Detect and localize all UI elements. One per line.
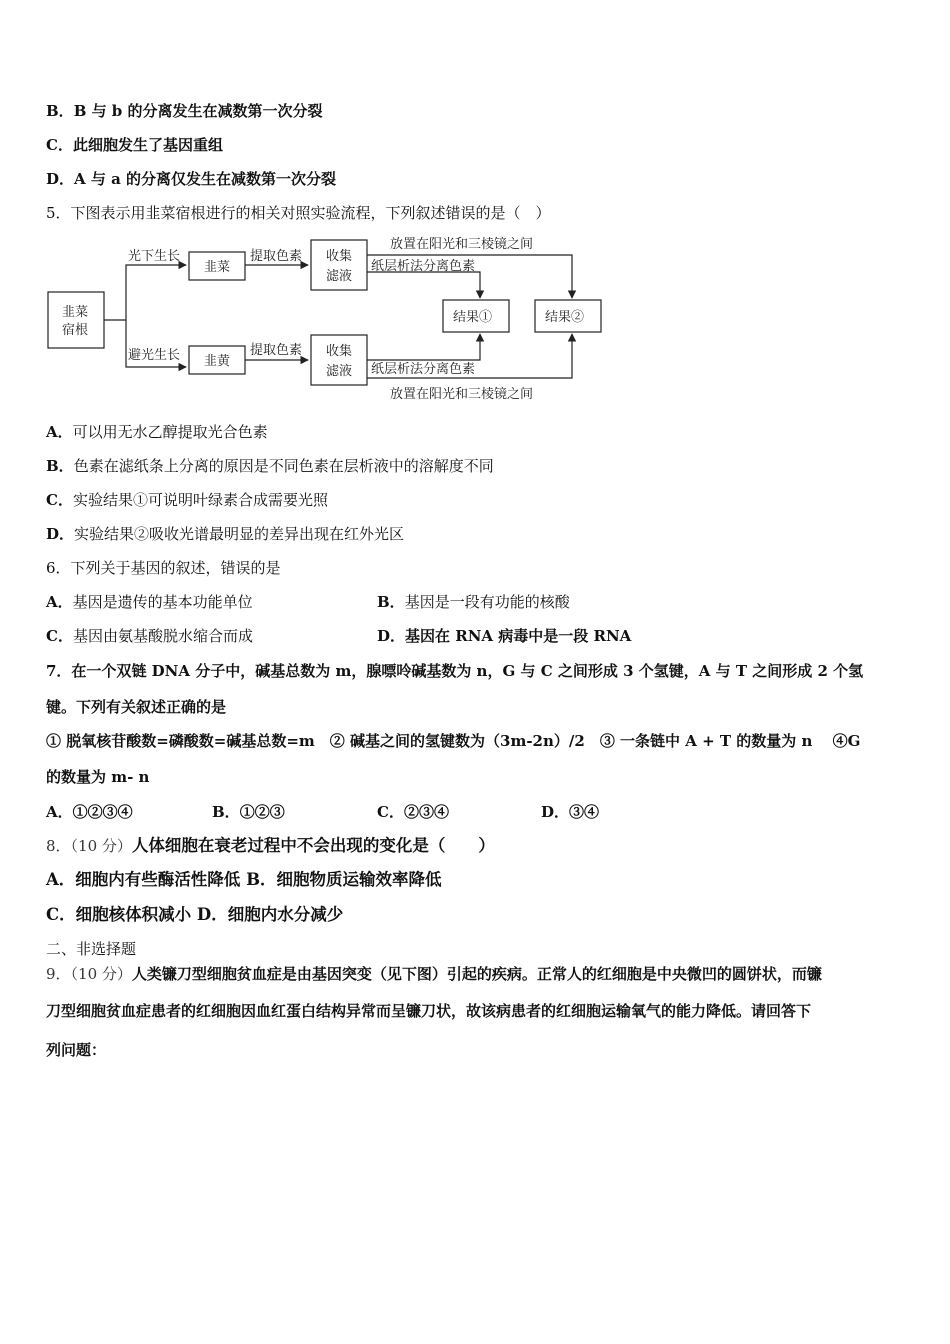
q9-line1: 9．（10 分）人类镰刀型细胞贫血症是由基因突变（见下图）引起的疾病。正常人的红细胞是中央微凹的圆饼状，而镰 (46, 965, 822, 983)
q7-option-a: A．①②③④ (46, 803, 133, 821)
section-title: 二、非选择题 (46, 940, 137, 958)
q7-stem-line1: 7．在一个双链 DNA 分子中，碱基总数为 m，腺嘌呤碱基数为 n，G 与 C 之间形成 3 个氢键，A 与 T 之间形成 2 个氢 (46, 662, 864, 680)
q7-option-d: D．③④ (541, 803, 600, 821)
prism-bottom-label: 放置在阳光和三棱镜之间 (390, 387, 534, 402)
q7-option-b: B．①②③ (212, 803, 285, 821)
q6-stem: 6．下列关于基因的叙述，错误的是 (46, 559, 281, 577)
q6-option-c: C．基因由氨基酸脱水缩合而成 (46, 627, 253, 645)
result2-label: 结果② (545, 310, 585, 325)
leek-label: 韭菜 (204, 260, 231, 275)
chrom-bottom-label: 纸层析法分离色素 (371, 362, 476, 377)
q4-option-b: B．B 与 b 的分离发生在减数第一次分裂 (46, 102, 323, 120)
collect-top-1: 收集 (326, 249, 353, 264)
collect-bottom-1: 收集 (326, 344, 353, 359)
q5-flow-diagram (40, 230, 610, 406)
q5-stem: 5．下图表示用韭菜宿根进行的相关对照实验流程，下列叙述错误的是（ ） (46, 204, 551, 222)
q7-items-line2: 的数量为 m- n (46, 768, 150, 786)
q5-option-d: D．实验结果②吸收光谱最明显的差异出现在红外光区 (46, 525, 405, 543)
q7-stem-line2: 键。下列有关叙述正确的是 (46, 698, 227, 716)
q8-options-line2: C．细胞核体积减小 D．细胞内水分减少 (46, 905, 344, 924)
q8-stem: 8．（10 分）人体细胞在衰老过程中不会出现的变化是（ ） (46, 836, 495, 855)
extract-bottom-label: 提取色素 (250, 343, 303, 358)
chrom-top-label: 纸层析法分离色素 (371, 259, 476, 274)
q7-items-line1: ① 脱氧核苷酸数=磷酸数=碱基总数=m ② 碱基之间的氢键数为（3m-2n）/2 ③ 一条链中 A + T 的数量为 n ④G (46, 732, 861, 750)
result1-label: 结果① (453, 310, 493, 325)
prism-top-label: 放置在阳光和三棱镜之间 (390, 237, 534, 252)
extract-top-label: 提取色素 (250, 249, 303, 264)
root-label-2: 宿根 (62, 323, 89, 338)
leek-yellow-label: 韭黄 (204, 354, 231, 369)
q8-options-line1: A．细胞内有些酶活性降低 B．细胞物质运输效率降低 (46, 870, 442, 889)
q6-option-a: A．基因是遗传的基本功能单位 (46, 593, 253, 611)
dark-label: 避光生长 (128, 348, 181, 363)
q5-option-a: A．可以用无水乙醇提取光合色素 (46, 423, 268, 441)
collect-top-2: 滤液 (326, 269, 353, 284)
root-box (48, 292, 104, 348)
q9-line2: 刀型细胞贫血症患者的红细胞因血红蛋白结构异常而呈镰刀状，故该病患者的红细胞运输氧气的能力降低。请回答下 (46, 1002, 812, 1020)
q6-option-d: D．基因在 RNA 病毒中是一段 RNA (377, 627, 632, 645)
collect-bottom-2: 滤液 (326, 364, 353, 379)
q7-option-c: C．②③④ (377, 803, 449, 821)
q9-line3: 列问题： (46, 1041, 107, 1059)
light-label: 光下生长 (128, 249, 181, 264)
root-label-1: 韭菜 (62, 305, 89, 320)
q4-option-c: C．此细胞发生了基因重组 (46, 136, 223, 154)
q5-option-b: B．色素在滤纸条上分离的原因是不同色素在层析液中的溶解度不同 (46, 457, 494, 475)
q4-option-d: D．A 与 a 的分离仅发生在减数第一次分裂 (46, 170, 337, 188)
q5-option-c: C．实验结果①可说明叶绿素合成需要光照 (46, 491, 328, 509)
q6-option-b: B．基因是一段有功能的核酸 (377, 593, 570, 611)
